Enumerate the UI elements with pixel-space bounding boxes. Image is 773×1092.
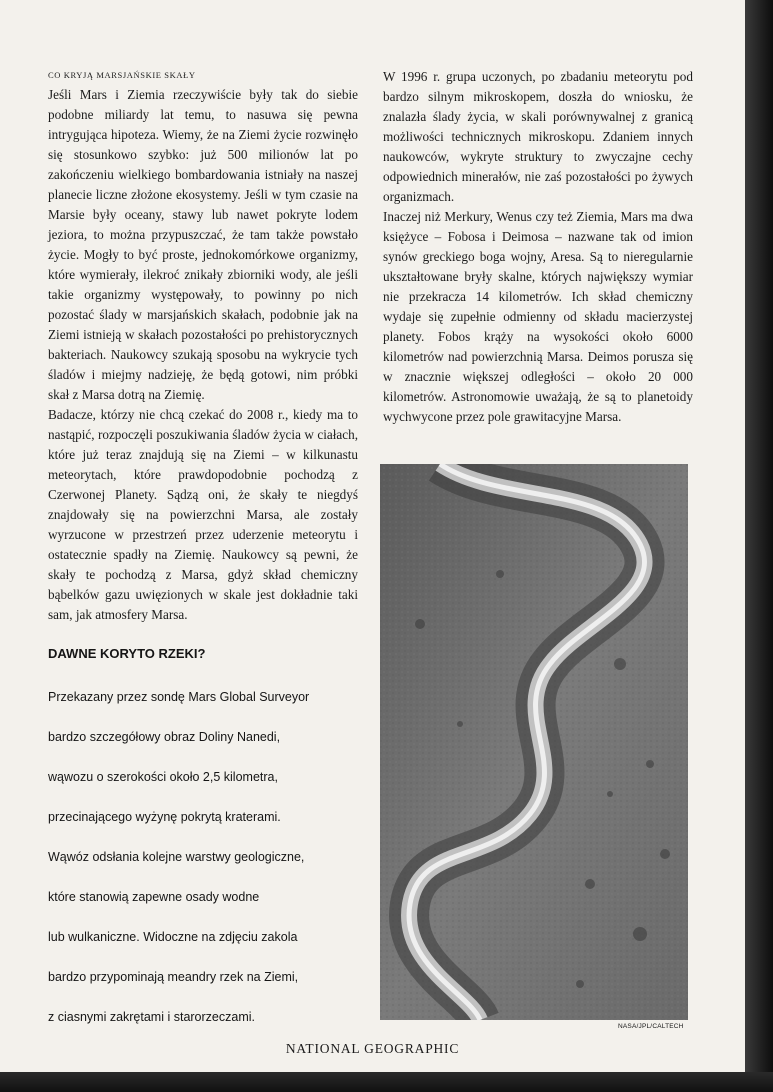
mars-canyon-photo xyxy=(380,464,688,1020)
caption-line: Wąwóz odsłania kolejne warstwy geologiczne, xyxy=(48,850,305,864)
magazine-footer: NATIONAL GEOGRAPHIC xyxy=(285,1041,460,1056)
caption-title: DAWNE KORYTO RZEKI? xyxy=(48,646,206,661)
caption-line: Przekazany przez sondę Mars Global Surveyor xyxy=(48,690,310,704)
caption-line: z ciasnymi zakrętami i starorzeczami. xyxy=(48,1010,255,1024)
photo-credit: NASA/JPL/CALTECH xyxy=(618,1023,684,1030)
body-paragraph: Badacze, którzy nie chcą czekać do 2008 r., kiedy ma to nastąpić, rozpoczęli poszukiwania śladów życia w ciałach, które już teraz znajdują się na Ziemi – w kilkunastu meteorytach, które prawdopodobnie pochodzą z Czerwonej Planety. Sądzą oni, że skały te niegdyś znajdowały się na powierzchni Marsa, ale zostały wyrzucone w przestrzeń przez uderzenie meteorytu i ostatecznie spadły na Ziemię. Naukowcy są pewni, że skały te pochodzą z Marsa, gdyż skład chemiczny bąbelków gazu uwięzionych w skale jest dokładnie taki sam, jak atmosfery Marsa. xyxy=(48,407,358,622)
scan-edge-bottom xyxy=(0,1072,773,1092)
body-paragraph: W 1996 r. grupa uczonych, po zbadaniu meteorytu pod bardzo silnym mikroskopem, doszła do wniosku, że znalazła ślady życia, w skali porównywalnej z granicą możliwości technicznych mikroskopu. Zdaniem innych naukowców, wykryte struktury to zwyczajne cechy odpowiednich minerałów, nie zaś pozostałości po żywych organizmach. xyxy=(383,69,693,204)
body-paragraph: Inaczej niż Merkury, Wenus czy też Ziemia, Mars ma dwa księżyce – Fobosa i Deimosa – nazwane tak od imion synów greckiego boga wojny, Aresa. Są to nieregularnie ukształtowane bryły skalne, których największy wymiar nie przekracza 14 kilometrów. Ich skład chemiczny wydaje się zupełnie odmienny od składu macierzystej planety. Fobos krąży na wysokości około 6000 kilometrów nad powierzchnią Marsa. Deimos porusza się w znacznie większej odległości – około 20 000 kilometrów. Astronomowie uważają, że są to planetoidy wychwycone przez pole grawitacyjne Marsa. xyxy=(383,209,693,424)
scan-edge-right xyxy=(745,0,773,1092)
caption-line: przecinającego wyżynę pokrytą kraterami. xyxy=(48,810,281,824)
section-kicker: CO KRYJĄ MARSJAŃSKIE SKAŁY xyxy=(48,70,196,80)
nanedi-valley-image xyxy=(380,464,688,1020)
caption-line: bardzo przypominają meandry rzek na Ziemi, xyxy=(48,970,299,984)
photo-caption xyxy=(48,677,358,1037)
right-column xyxy=(383,67,693,427)
caption-line: lub wulkaniczne. Widoczne na zdjęciu zakola xyxy=(48,930,298,944)
caption-line: które stanowią zapewne osady wodne xyxy=(48,890,260,904)
body-paragraph: Jeśli Mars i Ziemia rzeczywiście były tak do siebie podobne miliardy lat temu, to nasuwa się pewna intrygująca hipoteza. Wiemy, że na Ziemi życie rozwinęło się stosunkowo szybko: już 500 milionów lat po zakończeniu wielkiego bombardowania istniały na naszej planecie liczne złożone ekosystemy. Jeśli w tym czasie na Marsie były oceany, stawy lub nawet pokryte lodem jeziora, to można przypuszczać, że tam także powstało życie. Mogły to być proste, jednokomórkowe organizmy, które wymierały, ilekroć znikały zbiorniki wody, ale jeśli takie organizmy występowały, to powinny po nich pozostać ślady w marsjańskich skałach, podobnie jak na Ziemi istnieją w skałach pozostałości po prehistorycznych bakteriach. Naukowcy szukają sposobu na wykrycie tych śladów i miejmy nadzieję, że będą gotowi, nim próbki skał z Marsa dotrą na Ziemię. xyxy=(48,87,358,402)
caption-line: wąwozu o szerokości około 2,5 kilometra, xyxy=(48,770,278,784)
left-column xyxy=(48,67,358,1037)
caption-line: bardzo szczegółowy obraz Doliny Nanedi, xyxy=(48,730,281,744)
